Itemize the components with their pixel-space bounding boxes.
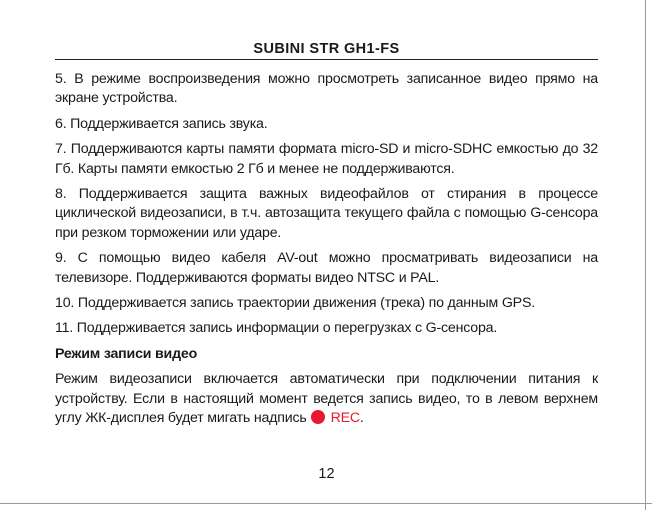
- feature-item-8: 8. Поддерживается защита важных видеофайлов от стирания в процессе циклической видеозаписи, в т.ч. автозащита текущего файла с помощью G-сенсора при резком торможении или ударе.: [55, 186, 598, 241]
- feature-item-11: 11. Поддерживается запись информации о перегрузках с G-сенсора.: [55, 320, 498, 337]
- page-edge-right: [645, 0, 646, 510]
- header-title: SUBINI STR GH1-FS: [253, 41, 400, 57]
- feature-item-5: 5. В режиме воспроизведения можно просмотреть записанное видео прямо на экране устройства.: [55, 71, 598, 107]
- section-end: .: [359, 410, 364, 427]
- red-dot-icon: [311, 410, 325, 424]
- rec-label: REC: [330, 410, 360, 427]
- page-content: [55, 70, 598, 435]
- page-header: [55, 40, 598, 58]
- feature-item-6: 6. Поддерживается запись звука.: [55, 115, 268, 132]
- feature-item-7: 7. Поддерживаются карты памяти формата micro-SD и micro-SDHC емкостью до 32 Гб. Карты памяти емкостью 2 Гб и менее не поддерживаются.: [55, 141, 598, 177]
- page-number: 12: [318, 466, 335, 482]
- section-paragraph: [55, 370, 598, 428]
- section-text: Режим видеозаписи включается автоматически при подключении питания к устройству. Если в настоящий момент ведется запись видео, то в левом верхнем углу ЖК-дисплея будет мигать надпись: [55, 371, 598, 427]
- feature-item-10: 10. Поддерживается запись траектории движения (трека) по данным GPS.: [55, 295, 535, 312]
- section-heading: Режим записи видео: [55, 345, 198, 362]
- feature-item-9: 9. С помощью видео кабеля AV-out можно просматривать видеозаписи на телевизоре. Поддерживаются форматы видео NTSC и PAL.: [55, 250, 598, 286]
- page-edge-bottom: [0, 503, 652, 504]
- header-divider: [55, 59, 598, 60]
